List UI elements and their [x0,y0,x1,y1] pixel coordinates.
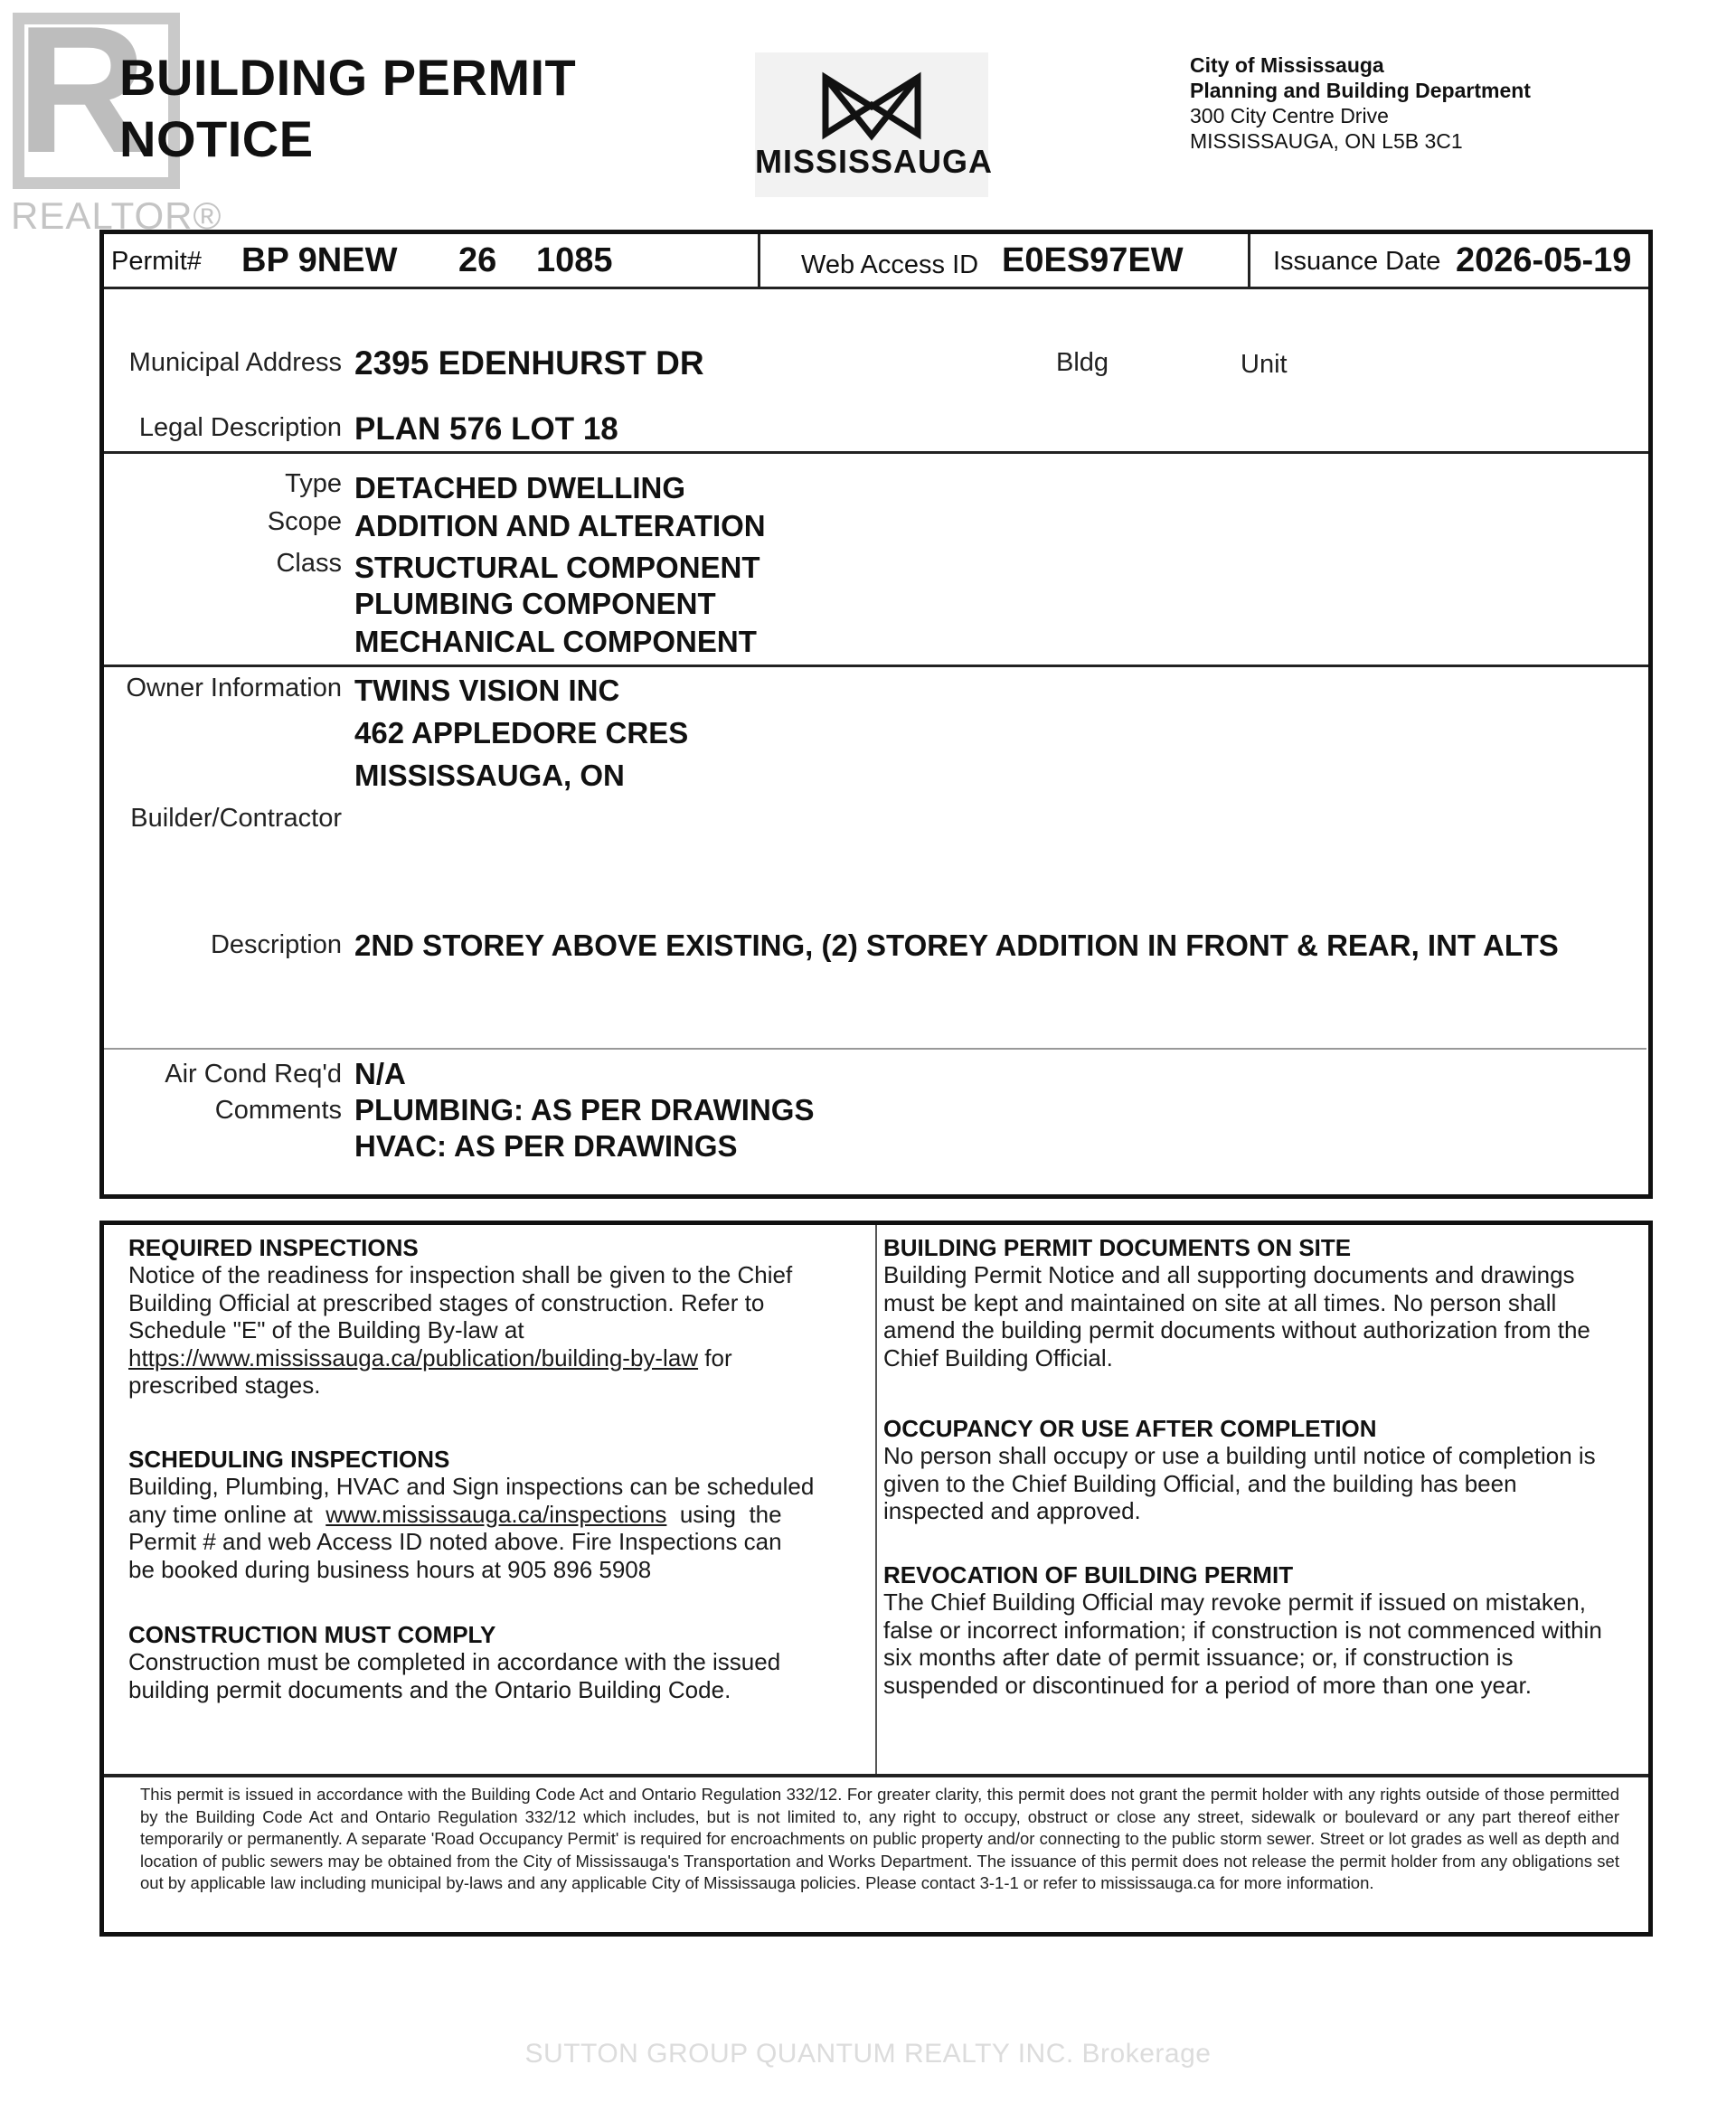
issuer-city: City of Mississauga [1190,53,1384,77]
page-title [119,47,576,170]
documents-on-site-title: BUILDING PERMIT DOCUMENTS ON SITE [883,1234,1352,1261]
comment-2: HVAC: AS PER DRAWINGS [354,1129,738,1163]
revocation-body: The Chief Building Official may revoke permit if issued on mistaken, false or incorrect information; if construction is not commenced within six months after date of permit issuance; or, if construction is suspended or discontinued for a period of more than one year. [883,1588,1602,1699]
scheduling-inspections-body: Building, Plumbing, HVAC and Sign inspections can be scheduled any time online at www.mississauga.ca/inspections using the Permit # and web Access ID noted above. Fire Inspections can be booked during business hours at 905 896 5908 [128,1473,815,1583]
permit-year: 26 [458,241,497,279]
section-divider-1 [104,451,1648,454]
construction-comply-body: Construction must be completed in accordance with the issued building permit documents and the Ontario Building Code. [128,1648,781,1703]
issuer-street: 300 City Centre Drive [1190,104,1389,127]
realtor-watermark-text: REALTOR® [11,194,222,237]
inspections-link[interactable]: www.mississauga.ca/inspections [326,1500,667,1528]
legal-description: PLAN 576 LOT 18 [354,411,618,447]
header-divider-2 [1248,234,1250,287]
description-value: 2ND STOREY ABOVE EXISTING, (2) STOREY ADDITION IN FRONT & REAR, INT ALTS [354,929,1559,962]
permit-label: Permit# [111,247,202,276]
issuer-department: Planning and Building Department [1190,79,1531,102]
comment-1: PLUMBING: AS PER DRAWINGS [354,1093,815,1126]
city-logo-text: MISSISSAUGA [755,143,994,180]
header-divider [104,287,1648,289]
municipal-address-label: Municipal Address [128,348,342,377]
legal-description-label: Legal Description [138,413,342,442]
permit-details-form [99,230,1653,1199]
municipal-address: 2395 EDENHURST DR [354,344,704,382]
title-line-1: BUILDING PERMIT [119,49,577,106]
issuance-date: 2026-05-19 [1456,241,1632,279]
issuer-postal: MISSISSAUGA, ON L5B 3C1 [1190,129,1463,153]
description-label: Description [210,930,342,959]
building-bylaw-link[interactable]: https://www.mississauga.ca/publication/building-by-law [128,1343,699,1372]
required-inspections-title: REQUIRED INSPECTIONS [128,1234,419,1261]
issuance-date-label: Issuance Date [1273,247,1441,276]
legal-disclaimer: This permit is issued in accordance with the Building Code Act and Ontario Regulation 332/12. For greater clarity, this permit does not grant the permit holder with any rights outside of those permitted by the Building Code Act and Ontario Regulation 332/12 which includes, but is not limited to, any right to occupy, obstruct or close any street, sidewalk or boulevard or any part thereof either temporarily or permanently. A separate 'Road Occupancy Permit' is required for encroachments on public property and/or connecting to the public storm sewer. Street or lot grades as well as depth and location of public sewers may be obtained from the City of Mississauga's Transportation and Works Department. The issuance of this permit does not release the permit holder from any obligations set out by applicable law including municipal by-laws and any applicable City of Mississauga policies. Please contact 3-1-1 or refer to mississauga.ca for more information. [140,1785,1619,1892]
web-access-id: E0ES97EW [1002,241,1184,279]
issuer-address [1190,52,1531,154]
notices-legal-divider [104,1774,1648,1777]
revocation-title: REVOCATION OF BUILDING PERMIT [883,1561,1294,1588]
permit-number: 1085 [536,241,613,279]
air-cond-value: N/A [354,1057,406,1090]
section-divider-2 [104,665,1648,667]
realtor-watermark-letter: R [16,0,147,191]
permit-notices [99,1221,1653,1937]
owner-name: TWINS VISION INC [354,674,620,707]
occupancy-title: OCCUPANCY OR USE AFTER COMPLETION [883,1415,1377,1442]
type-value: DETACHED DWELLING [354,471,686,504]
class-value-3: MECHANICAL COMPONENT [354,625,757,658]
header-divider-1 [758,234,760,287]
documents-on-site-body: Building Permit Notice and all supporting documents and drawings must be kept and maintained on site at all times. No person shall amend the building permit documents without authorization from the Chief Building Official. [883,1261,1590,1372]
type-label: Type [285,469,342,498]
title-line-2: NOTICE [119,110,314,167]
comments-label: Comments [214,1096,342,1125]
owner-city: MISSISSAUGA, ON [354,759,625,792]
notices-column-divider [875,1225,877,1774]
unit-label: Unit [1241,350,1288,379]
scheduling-inspections-title: SCHEDULING INSPECTIONS [128,1446,450,1473]
class-label: Class [276,549,342,578]
owner-street: 462 APPLEDORE CRES [354,716,689,749]
scope-value: ADDITION AND ALTERATION [354,509,766,542]
section-divider-3 [104,1048,1646,1050]
scope-label: Scope [267,507,342,536]
construction-comply-title: CONSTRUCTION MUST COMPLY [128,1621,496,1648]
bldg-label: Bldg [1056,348,1109,377]
class-value-1: STRUCTURAL COMPONENT [354,551,760,584]
permit-prefix: BP 9NEW [241,241,398,279]
occupancy-body: No person shall occupy or use a building until notice of completion is given to the Chief Building Official, and the building has been inspected and approved. [883,1442,1596,1524]
brokerage-watermark: SUTTON GROUP QUANTUM REALTY INC. Brokerage [524,2039,1212,2069]
web-access-label: Web Access ID [801,250,979,279]
required-inspections-body: Notice of the readiness for inspection shall be given to the Chief Building Official at prescribed stages of construction. Refer to Schedule "E" of the Building By-law at https://www.mississauga.ca/publication/building-by-law for prescribed stages. [128,1261,793,1399]
class-value-2: PLUMBING COMPONENT [354,587,716,620]
air-cond-label: Air Cond Req'd [165,1060,342,1089]
builder-contractor-label: Builder/Contractor [130,804,342,833]
owner-label: Owner Information [126,674,342,702]
